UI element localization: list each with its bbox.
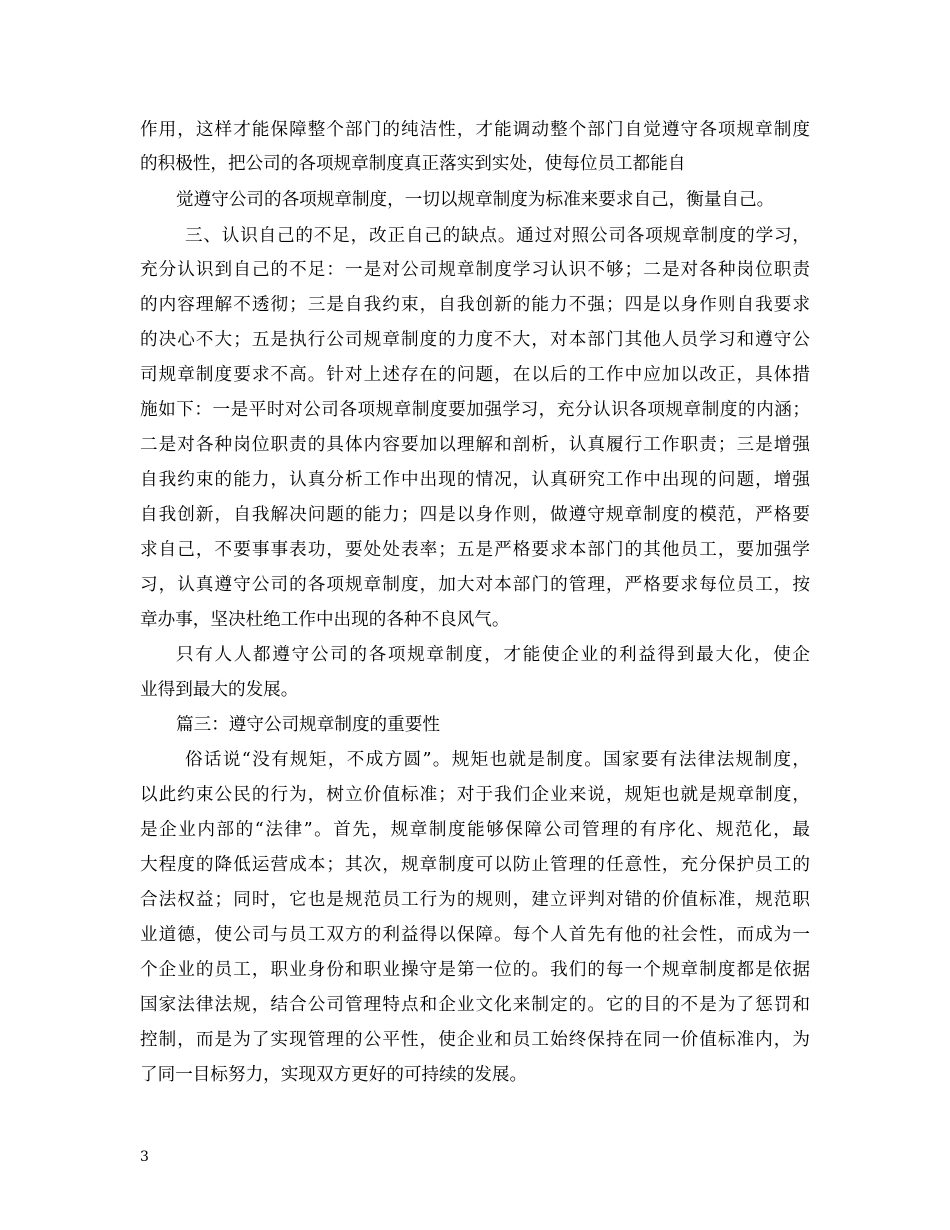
text-line: 三、认识自己的不足，改正自己的缺点。通过对照公司各项规章制度的学习，	[185, 226, 811, 246]
text-line: 业道德，使公司与员工双方的利益得以保障。每个人首先有他的社会性，而成为一	[140, 925, 812, 945]
text-line: 个企业的员工，职业身份和职业操守是第一位的。我们的每一个规章制度都是依据	[140, 960, 812, 980]
text-line: 的决心不大；五是执行公司规章制度的力度不大，对本部门其他人员学习和遵守公	[140, 330, 812, 350]
text-line: 司规章制度要求不高。针对上述存在的问题，在以后的工作中应加以改正，具体措	[140, 365, 812, 385]
text-line: 是企业内部的“法律”。首先，规章制度能够保障公司管理的有序化、规范化，最	[140, 820, 812, 840]
text-line: 的积极性，把公司的各项规章制度真正落实到实处，使每位员工都能自	[140, 154, 686, 174]
text-line: 大程度的降低运营成本；其次，规章制度可以防止管理的任意性，充分保护员工的	[140, 855, 812, 875]
page-number: 3	[140, 1149, 149, 1165]
text-line: 国家法律法规，结合公司管理特点和企业文化来制定的。它的目的不是为了惩罚和	[140, 995, 812, 1015]
text-line: 业得到最大的发展。	[140, 680, 299, 700]
text-line: 自我约束的能力，认真分析工作中出现的情况，认真研究工作中出现的问题，增强	[140, 470, 812, 490]
text-line: 充分认识到自己的不足：一是对公司规章制度学习认识不够；二是对各种岗位职责	[140, 260, 812, 280]
text-line: 自我创新，自我解决问题的能力；四是以身作则，做遵守规章制度的模范，严格要	[140, 505, 812, 525]
text-line: 俗话说“没有规矩，不成方圆”。规矩也就是制度。国家要有法律法规制度，	[185, 750, 812, 770]
text-line: 以此约束公民的行为，树立价值标准；对于我们企业来说，规矩也就是规章制度，	[140, 785, 812, 805]
text-line: 篇三：遵守公司规章制度的重要性	[176, 715, 440, 735]
text-line: 了同一目标努力，实现双方更好的可持续的发展。	[140, 1065, 528, 1085]
text-line: 施如下：一是平时对公司各项规章制度要加强学习，充分认识各项规章制度的内涵；	[140, 400, 811, 420]
text-line: 合法权益；同时，它也是规范员工行为的规则，建立评判对错的价值标准，规范职	[140, 890, 812, 910]
text-line: 只有人人都遵守公司的各项规章制度，才能使企业的利益得到最大化，使企	[176, 645, 812, 665]
text-line: 章办事，坚决杜绝工作中出现的各种不良风气。	[140, 610, 510, 630]
text-line: 控制，而是为了实现管理的公平性，使企业和员工始终保持在同一价值标准内，为	[140, 1030, 812, 1050]
text-line: 的内容理解不透彻；三是自我约束，自我创新的能力不强；四是以身作则自我要求	[140, 295, 812, 315]
text-line: 作用，这样才能保障整个部门的纯洁性，才能调动整个部门自觉遵守各项规章制度	[140, 120, 812, 140]
text-line: 觉遵守公司的各项规章制度，一切以规章制度为标准来要求自己，衡量自己。	[176, 190, 775, 210]
text-line: 二是对各种岗位职责的具体内容要加以理解和剖析，认真履行工作职责；三是增强	[140, 435, 812, 455]
text-line: 求自己，不要事事表功，要处处表率；五是严格要求本部门的其他员工，要加强学	[140, 540, 812, 560]
text-line: 习，认真遵守公司的各项规章制度，加大对本部门的管理，严格要求每位员工，按	[140, 575, 812, 595]
